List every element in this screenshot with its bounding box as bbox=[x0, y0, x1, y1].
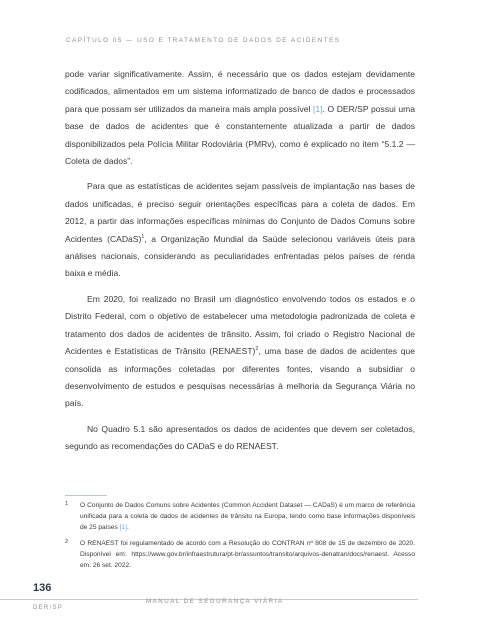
footnote-text bbox=[80, 500, 415, 533]
reference-link[interactable]: [1] bbox=[313, 103, 323, 114]
footnote-item bbox=[65, 500, 415, 533]
running-header: CAPÍTULO 05 — USO E TRATAMENTO DE DADOS DE ACIDENTES bbox=[66, 37, 341, 44]
footnote-marker-1[interactable]: 1 bbox=[141, 233, 145, 240]
footnote-item bbox=[65, 538, 415, 571]
footnotes bbox=[65, 500, 415, 576]
footnote-number: 1 bbox=[65, 501, 69, 507]
page-number: 136 bbox=[33, 582, 52, 594]
paragraph-2 bbox=[65, 178, 415, 282]
footnote-1-part-b: . bbox=[126, 524, 129, 531]
footer-publication-title: MANUAL DE SEGURANÇA VIÁRIA bbox=[146, 598, 284, 605]
paragraph-1-part-a: pode variar significativamente. Assim, é necessário que os dados estejam devidamente codificados, alimentados em um sistema informatizado de banco de dados e processados para que possam ser utilizados da maneira mais ampla possível bbox=[65, 69, 415, 114]
footnote-divider bbox=[65, 495, 107, 496]
footer-organization: DER/SP bbox=[33, 605, 64, 611]
paragraph-4: No Quadro 5.1 são apresentados os dados de acidentes que devem ser coletados, segundo as recomendações do CADaS e do RENAEST. bbox=[65, 423, 415, 452]
paragraph-3-part-b: , uma base de dados de acidentes que consolida as informações coletadas por diferentes fontes, visando a subsidiar o desenvolvimento de estudos e pesquisas necessárias à melhoria da Segurança Viária no país. bbox=[65, 346, 415, 409]
footnote-reference-link[interactable]: [1] bbox=[119, 524, 127, 531]
paragraph-2-part-a: Para que as estatísticas de acidentes sejam passíveis de implantação nas bases de dados unificadas, é preciso seguir orientações específicas para a coleta de dados. Em 2012, a partir das informações específicas mínimas do Conjunto de Dados Comuns sobre Acidentes (CADaS) bbox=[65, 181, 415, 244]
paragraph-1-part-b: . O DER/SP possui uma base de dados de acidentes que é constantemente atualizada a partir de dados disponibilizados pela Polícia Militar Rodoviária (PMRv), como é explicado no item “5.1.2 — Coleta de dados”. bbox=[65, 103, 415, 167]
footnote-number: 2 bbox=[65, 539, 69, 545]
footnote-1-part-a: O Conjunto de Dados Comuns sobre Acidentes (Common Accident Dataset — CADaS) é um marco de referência unificada para a coleta de dados de acidentes de trânsito na Europa, tendo como base informações disponíveis de 25 países bbox=[80, 502, 415, 531]
paragraph-1 bbox=[65, 66, 415, 170]
paragraph-2-part-b: , a Organização Mundial da Saúde selecionou variáveis úteis para análises nacionais, considerando as peculiaridades enfrentadas pelos países de renda baixa e média. bbox=[65, 233, 415, 279]
footnote-text: O RENAEST foi regulamentado de acordo com a Resolução do CONTRAN nº 808 de 15 de dezembro de 2020. Disponível em: https://www.gov.br/infraestrutura/pt-br/assuntos/transito/arquivos-denatran/docs/renaest. Acesso em: 26 set. 2022. bbox=[80, 540, 415, 569]
paragraph-3-part-a: Em 2020, foi realizado no Brasil um diagnóstico envolvendo todos os estados e o Distrito Federal, com o objetivo de estabelecer uma metodologia padronizada de coleta e tratamento dos dados de acidentes de trânsito. Assim, foi criado o Registro Nacional de Acidentes e Estatísticas de Trânsito (RENAEST) bbox=[65, 293, 415, 357]
footnote-marker-2[interactable]: 2 bbox=[255, 346, 259, 353]
body-text bbox=[65, 66, 415, 464]
paragraph-3 bbox=[65, 291, 415, 413]
